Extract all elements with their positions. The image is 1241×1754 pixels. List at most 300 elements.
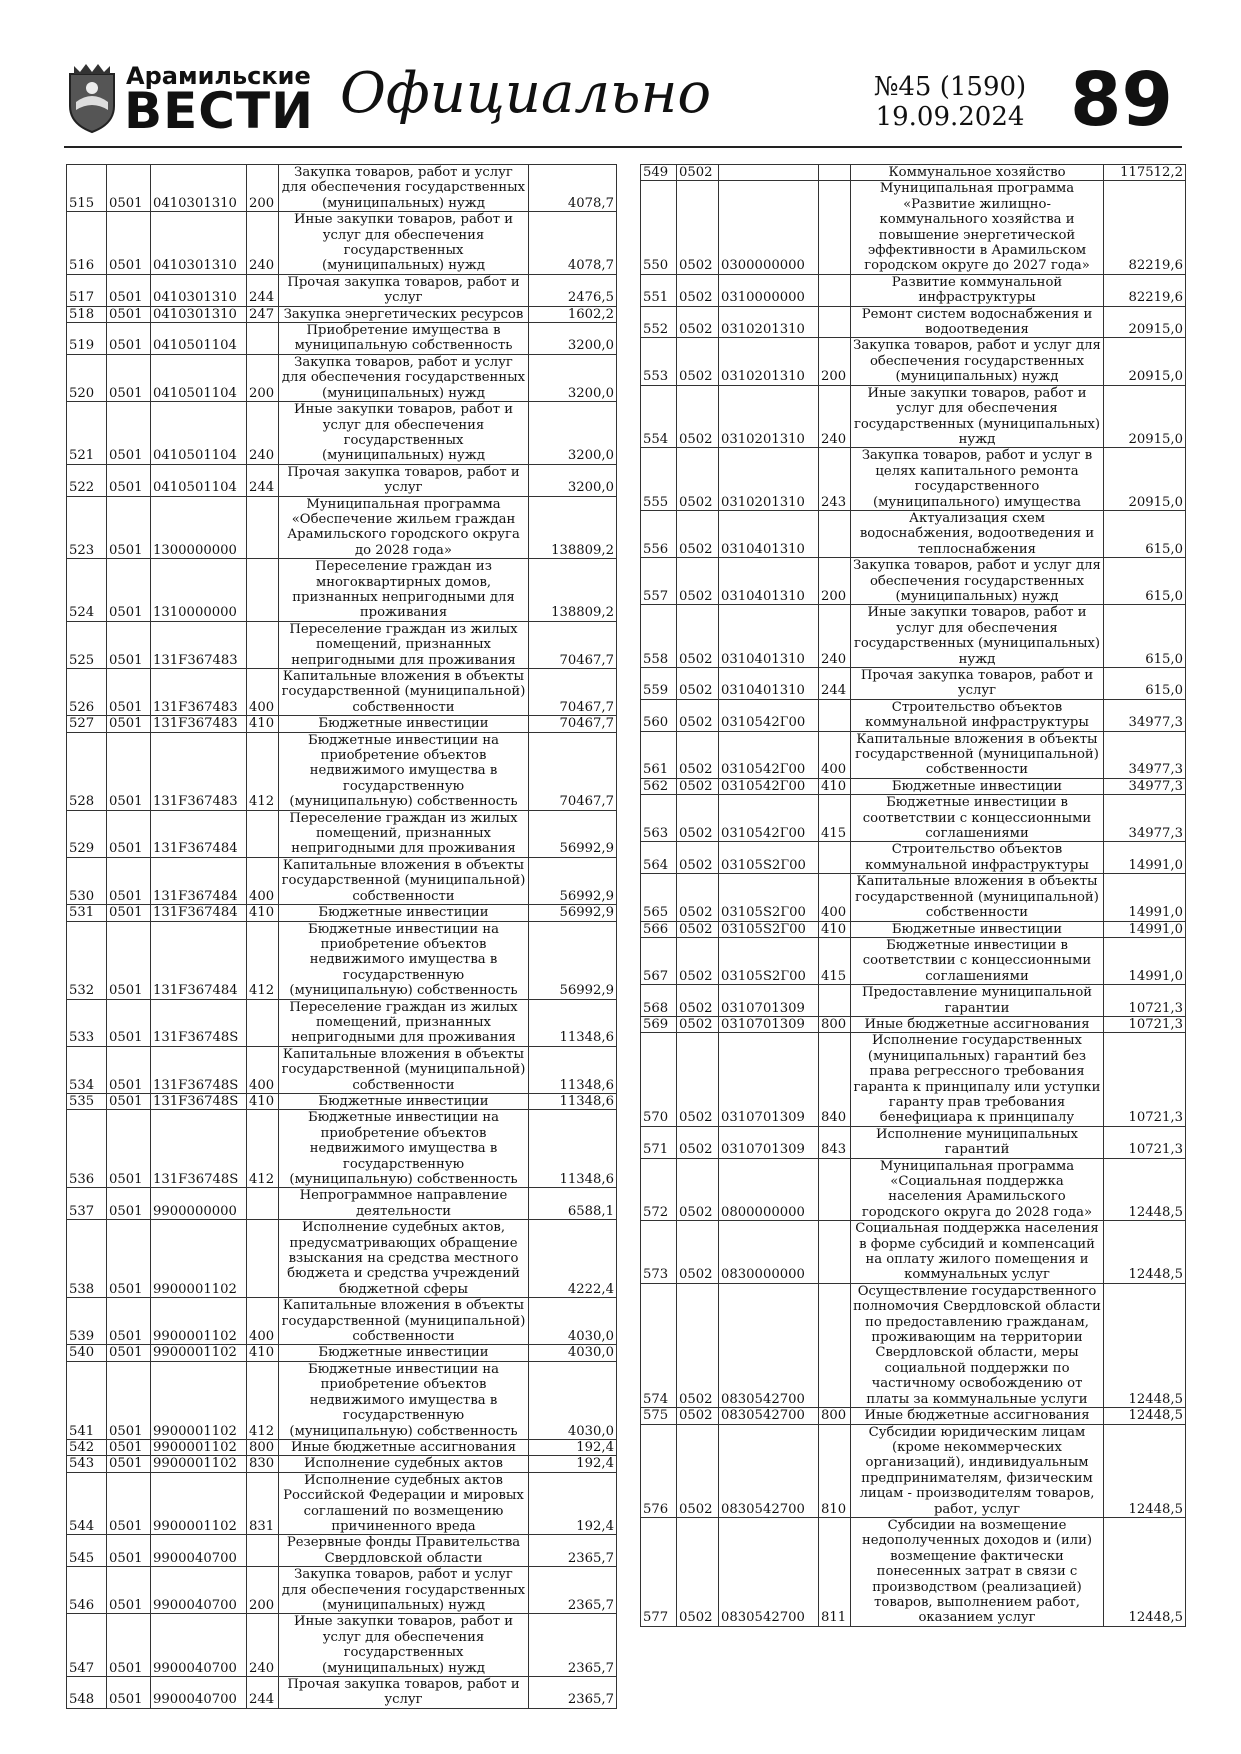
- expense-type: [819, 510, 851, 557]
- table-row: [641, 306, 1186, 338]
- target-code: 0310401310: [719, 558, 819, 605]
- item-description: Переселение граждан из многоквартирных домов, признанных непригодными для проживания: [279, 559, 529, 622]
- newspaper-logo: [64, 56, 314, 140]
- target-code: 131F367484: [151, 857, 247, 904]
- target-code: 0310701309: [719, 1016, 819, 1032]
- row-number: 536: [67, 1110, 107, 1188]
- table-row: [641, 1033, 1186, 1126]
- amount: 6588,1: [529, 1188, 617, 1220]
- section-code: 0501: [107, 1345, 151, 1361]
- amount: 10721,3: [1104, 1126, 1186, 1158]
- table-row: [641, 165, 1186, 181]
- amount: 56992,9: [529, 905, 617, 921]
- section-code: 0501: [107, 354, 151, 401]
- expense-type: 800: [819, 1016, 851, 1032]
- amount: 56992,9: [529, 810, 617, 857]
- table-row: [67, 921, 617, 999]
- expense-type: [819, 165, 851, 181]
- item-description: Субсидии юридическим лицам (кроме некоммерческих организаций), индивидуальным предпринимателям, физическим лицам - производителям товаров, работ, услуг: [851, 1424, 1104, 1517]
- expense-type: 200: [819, 338, 851, 385]
- table-row: [641, 510, 1186, 557]
- section-code: 0501: [107, 1614, 151, 1677]
- target-code: 9900000000: [151, 1188, 247, 1220]
- row-number: 555: [641, 448, 677, 511]
- section-code: 0502: [677, 1283, 719, 1407]
- item-description: Переселение граждан из жилых помещений, признанных непригодными для проживания: [279, 621, 529, 668]
- target-code: 9900040700: [151, 1677, 247, 1709]
- amount: 3200,0: [529, 402, 617, 465]
- target-code: 03105S2Г00: [719, 874, 819, 921]
- target-code: 0310542Г00: [719, 731, 819, 778]
- amount: 12448,5: [1104, 1221, 1186, 1284]
- item-description: Бюджетные инвестиции на приобретение объектов недвижимого имущества в государственную (муниципальную) собственность: [279, 732, 529, 810]
- row-number: 546: [67, 1567, 107, 1614]
- target-code: 9900040700: [151, 1535, 247, 1567]
- section-code: 0502: [677, 1033, 719, 1126]
- amount: 2476,5: [529, 274, 617, 306]
- issue-number: №45 (1590): [873, 72, 1027, 102]
- target-code: 131F367484: [151, 810, 247, 857]
- amount: 70467,7: [529, 669, 617, 716]
- section-code: 0502: [677, 448, 719, 511]
- target-code: 03105S2Г00: [719, 937, 819, 984]
- masthead: [64, 52, 1182, 144]
- target-code: 03105S2Г00: [719, 842, 819, 874]
- table-row: [641, 1517, 1186, 1626]
- target-code: 0310401310: [719, 510, 819, 557]
- expense-type: 412: [247, 1110, 279, 1188]
- expense-type: 810: [819, 1424, 851, 1517]
- target-code: 0830542700: [719, 1283, 819, 1407]
- amount: 192,4: [529, 1439, 617, 1455]
- section-code: 0502: [677, 510, 719, 557]
- item-description: Муниципальная программа «Социальная поддержка населения Арамильского городского округа до 2028 года»: [851, 1158, 1104, 1221]
- target-code: 9900001102: [151, 1361, 247, 1439]
- expense-type: 400: [247, 669, 279, 716]
- expense-type: 200: [247, 1567, 279, 1614]
- row-number: 526: [67, 669, 107, 716]
- amount: 4030,0: [529, 1361, 617, 1439]
- row-number: 550: [641, 181, 677, 274]
- amount: 2365,7: [529, 1535, 617, 1567]
- expense-type: 247: [247, 306, 279, 322]
- table-row: [641, 699, 1186, 731]
- target-code: 1300000000: [151, 496, 247, 559]
- section-code: 0501: [107, 1093, 151, 1109]
- target-code: 0800000000: [719, 1158, 819, 1221]
- row-number: 553: [641, 338, 677, 385]
- expense-type: 400: [247, 1298, 279, 1345]
- amount: 14991,0: [1104, 937, 1186, 984]
- row-number: 545: [67, 1535, 107, 1567]
- row-number: 533: [67, 999, 107, 1046]
- table-row: [67, 464, 617, 496]
- row-number: 569: [641, 1016, 677, 1032]
- table-row: [67, 306, 617, 322]
- row-number: 576: [641, 1424, 677, 1517]
- item-description: Капитальные вложения в объекты государственной (муниципальной) собственности: [851, 874, 1104, 921]
- item-description: Иные закупки товаров, работ и услуг для обеспечения государственных (муниципальных) нужд: [279, 212, 529, 275]
- item-description: Бюджетные инвестиции на приобретение объектов недвижимого имущества в государственную (муниципальную) собственность: [279, 921, 529, 999]
- row-number: 547: [67, 1614, 107, 1677]
- expense-type: 410: [247, 1345, 279, 1361]
- target-code: 0830542700: [719, 1517, 819, 1626]
- item-description: Закупка энергетических ресурсов: [279, 306, 529, 322]
- section-code: 0502: [677, 306, 719, 338]
- section-code: 0501: [107, 1535, 151, 1567]
- row-number: 568: [641, 985, 677, 1017]
- amount: 34977,3: [1104, 699, 1186, 731]
- expense-type: 200: [819, 558, 851, 605]
- section-code: 0501: [107, 921, 151, 999]
- target-code: 9900001102: [151, 1345, 247, 1361]
- item-description: Капитальные вложения в объекты государственной (муниципальной) собственности: [279, 669, 529, 716]
- item-description: Исполнение государственных (муниципальных) гарантий без права регрессного требования гаранта к принципалу или уступки гаранту прав требования бенефициара к принципалу: [851, 1033, 1104, 1126]
- expense-type: 412: [247, 1361, 279, 1439]
- expense-type: 800: [819, 1408, 851, 1424]
- section-code: 0501: [107, 716, 151, 732]
- table-row: [67, 1345, 617, 1361]
- amount: 14991,0: [1104, 842, 1186, 874]
- section-code: 0502: [677, 1221, 719, 1284]
- table-row: [641, 605, 1186, 668]
- item-description: Иные закупки товаров, работ и услуг для обеспечения государственных (муниципальных) нужд: [851, 385, 1104, 448]
- left-column: [66, 164, 616, 1709]
- expense-type: [819, 985, 851, 1017]
- row-number: 566: [641, 921, 677, 937]
- target-code: 0410501104: [151, 402, 247, 465]
- section-code: 0501: [107, 905, 151, 921]
- item-description: Иные бюджетные ассигнования: [279, 1439, 529, 1455]
- expense-type: [819, 842, 851, 874]
- table-row: [67, 1298, 617, 1345]
- target-code: 0830000000: [719, 1221, 819, 1284]
- section-code: 0502: [677, 338, 719, 385]
- table-row: [641, 795, 1186, 842]
- target-code: 0410501104: [151, 464, 247, 496]
- row-number: 563: [641, 795, 677, 842]
- amount: 82219,6: [1104, 181, 1186, 274]
- expense-type: 244: [247, 464, 279, 496]
- row-number: 534: [67, 1046, 107, 1093]
- item-description: Капитальные вложения в объекты государственной (муниципальной) собственности: [851, 731, 1104, 778]
- target-code: 0310542Г00: [719, 795, 819, 842]
- expense-type: 410: [247, 1093, 279, 1109]
- row-number: 556: [641, 510, 677, 557]
- brand-main-text: ВЕСТИ: [124, 82, 314, 140]
- table-row: [641, 668, 1186, 700]
- amount: 11348,6: [529, 1046, 617, 1093]
- expense-type: 843: [819, 1126, 851, 1158]
- section-code: 0501: [107, 1220, 151, 1298]
- row-number: 562: [641, 778, 677, 794]
- amount: 2365,7: [529, 1677, 617, 1709]
- item-description: Закупка товаров, работ и услуг для обеспечения государственных (муниципальных) нужд: [851, 558, 1104, 605]
- target-code: 0410301310: [151, 274, 247, 306]
- item-description: Закупка товаров, работ и услуг в целях капитального ремонта государственного (муниципального) имущества: [851, 448, 1104, 511]
- table-row: [641, 448, 1186, 511]
- row-number: 560: [641, 699, 677, 731]
- row-number: 574: [641, 1283, 677, 1407]
- table-row: [67, 354, 617, 401]
- target-code: 0310701309: [719, 1033, 819, 1126]
- item-description: Актуализация схем водоснабжения, водоотведения и теплоснабжения: [851, 510, 1104, 557]
- expense-type: 243: [819, 448, 851, 511]
- table-row: [641, 1158, 1186, 1221]
- amount: 2365,7: [529, 1567, 617, 1614]
- section-code: 0501: [107, 274, 151, 306]
- target-code: 131F36748S: [151, 1093, 247, 1109]
- table-row: [67, 857, 617, 904]
- table-row: [641, 921, 1186, 937]
- section-title: Официально: [340, 61, 712, 126]
- section-code: 0501: [107, 212, 151, 275]
- table-row: [641, 338, 1186, 385]
- item-description: Резервные фонды Правительства Свердловской области: [279, 1535, 529, 1567]
- section-code: 0502: [677, 1424, 719, 1517]
- table-row: [641, 985, 1186, 1017]
- page-number: 89: [1070, 57, 1173, 143]
- table-row: [641, 778, 1186, 794]
- amount: 82219,6: [1104, 274, 1186, 306]
- target-code: 0310701309: [719, 1126, 819, 1158]
- row-number: 530: [67, 857, 107, 904]
- section-code: 0501: [107, 1110, 151, 1188]
- section-code: 0501: [107, 1567, 151, 1614]
- item-description: Закупка товаров, работ и услуг для обеспечения государственных (муниципальных) нужд: [279, 354, 529, 401]
- amount: 615,0: [1104, 558, 1186, 605]
- section-code: 0501: [107, 999, 151, 1046]
- target-code: 131F367484: [151, 905, 247, 921]
- row-number: 515: [67, 165, 107, 212]
- item-description: Переселение граждан из жилых помещений, признанных непригодными для проживания: [279, 999, 529, 1046]
- table-row: [67, 1361, 617, 1439]
- amount: 10721,3: [1104, 985, 1186, 1017]
- table-row: [641, 558, 1186, 605]
- item-description: Коммунальное хозяйство: [851, 165, 1104, 181]
- section-code: 0502: [677, 921, 719, 937]
- item-description: Исполнение судебных актов Российской Федерации и мировых соглашений по возмещению причиненного вреда: [279, 1472, 529, 1535]
- item-description: Иные закупки товаров, работ и услуг для обеспечения государственных (муниципальных) нужд: [279, 1614, 529, 1677]
- target-code: 131F36748S: [151, 999, 247, 1046]
- section-code: 0502: [677, 605, 719, 668]
- target-code: 131F36748S: [151, 1046, 247, 1093]
- row-number: 535: [67, 1093, 107, 1109]
- expense-type: 400: [247, 857, 279, 904]
- amount: 4078,7: [529, 165, 617, 212]
- amount: 2365,7: [529, 1614, 617, 1677]
- section-code: 0501: [107, 1361, 151, 1439]
- row-number: 525: [67, 621, 107, 668]
- row-number: 544: [67, 1472, 107, 1535]
- amount: 12448,5: [1104, 1408, 1186, 1424]
- amount: 20915,0: [1104, 338, 1186, 385]
- issue-date: 19.09.2024: [875, 102, 1025, 132]
- section-code: 0502: [677, 1158, 719, 1221]
- target-code: 0410501104: [151, 323, 247, 355]
- row-number: 520: [67, 354, 107, 401]
- table-row: [641, 385, 1186, 448]
- section-code: 0501: [107, 496, 151, 559]
- table-row: [641, 1016, 1186, 1032]
- expense-type: 410: [247, 905, 279, 921]
- table-row: [67, 1188, 617, 1220]
- row-number: 549: [641, 165, 677, 181]
- row-number: 523: [67, 496, 107, 559]
- expense-type: [819, 274, 851, 306]
- item-description: Прочая закупка товаров, работ и услуг: [851, 668, 1104, 700]
- expense-type: [819, 306, 851, 338]
- item-description: Иные закупки товаров, работ и услуг для обеспечения государственных (муниципальных) нужд: [279, 402, 529, 465]
- budget-table-left: [66, 164, 617, 1709]
- expense-type: 244: [819, 668, 851, 700]
- expense-type: 400: [819, 731, 851, 778]
- row-number: 521: [67, 402, 107, 465]
- expense-type: [247, 999, 279, 1046]
- expense-type: 244: [247, 1677, 279, 1709]
- section-code: 0501: [107, 1298, 151, 1345]
- table-row: [641, 181, 1186, 274]
- section-code: 0501: [107, 669, 151, 716]
- amount: 615,0: [1104, 668, 1186, 700]
- amount: 3200,0: [529, 323, 617, 355]
- item-description: Строительство объектов коммунальной инфраструктуры: [851, 699, 1104, 731]
- budget-table-right: [640, 164, 1186, 1627]
- header-rule: [64, 146, 1182, 148]
- expense-type: 200: [247, 354, 279, 401]
- amount: 12448,5: [1104, 1517, 1186, 1626]
- expense-type: [247, 621, 279, 668]
- section-code: 0501: [107, 1046, 151, 1093]
- item-description: Прочая закупка товаров, работ и услуг: [279, 464, 529, 496]
- item-description: Бюджетные инвестиции: [851, 778, 1104, 794]
- amount: 56992,9: [529, 857, 617, 904]
- table-row: [67, 1046, 617, 1093]
- item-description: Бюджетные инвестиции: [279, 716, 529, 732]
- expense-type: [247, 323, 279, 355]
- table-row: [67, 1567, 617, 1614]
- brand-top-text: Арамильские: [126, 62, 311, 90]
- expense-type: 240: [247, 402, 279, 465]
- section-code: 0501: [107, 306, 151, 322]
- amount: 12448,5: [1104, 1424, 1186, 1517]
- amount: 70467,7: [529, 716, 617, 732]
- expense-type: 200: [247, 165, 279, 212]
- target-code: 9900001102: [151, 1298, 247, 1345]
- table-row: [67, 905, 617, 921]
- amount: 3200,0: [529, 464, 617, 496]
- expense-type: [247, 559, 279, 622]
- amount: 4078,7: [529, 212, 617, 275]
- section-code: 0502: [677, 1016, 719, 1032]
- section-code: 0502: [677, 274, 719, 306]
- row-number: 564: [641, 842, 677, 874]
- section-code: 0502: [677, 842, 719, 874]
- section-code: 0501: [107, 1439, 151, 1455]
- row-number: 519: [67, 323, 107, 355]
- target-code: 0310401310: [719, 668, 819, 700]
- section-code: 0501: [107, 810, 151, 857]
- target-code: 9900040700: [151, 1567, 247, 1614]
- amount: 10721,3: [1104, 1016, 1186, 1032]
- target-code: 9900001102: [151, 1220, 247, 1298]
- expense-type: 410: [819, 921, 851, 937]
- table-row: [641, 1408, 1186, 1424]
- target-code: 131F36748S: [151, 1110, 247, 1188]
- section-code: 0502: [677, 558, 719, 605]
- amount: 34977,3: [1104, 731, 1186, 778]
- expense-type: [247, 1535, 279, 1567]
- table-row: [67, 1677, 617, 1709]
- amount: 4030,0: [529, 1345, 617, 1361]
- expense-type: 412: [247, 732, 279, 810]
- table-row: [67, 1614, 617, 1677]
- section-code: 0501: [107, 1456, 151, 1472]
- amount: 11348,6: [529, 999, 617, 1046]
- amount: 10721,3: [1104, 1033, 1186, 1126]
- amount: 70467,7: [529, 732, 617, 810]
- expense-type: [247, 810, 279, 857]
- target-code: 9900001102: [151, 1439, 247, 1455]
- section-code: 0501: [107, 402, 151, 465]
- amount: 192,4: [529, 1456, 617, 1472]
- item-description: Строительство объектов коммунальной инфраструктуры: [851, 842, 1104, 874]
- target-code: 1310000000: [151, 559, 247, 622]
- section-code: 0501: [107, 559, 151, 622]
- item-description: Бюджетные инвестиции на приобретение объектов недвижимого имущества в государственную (муниципальную) собственность: [279, 1110, 529, 1188]
- row-number: 538: [67, 1220, 107, 1298]
- section-code: 0501: [107, 165, 151, 212]
- section-code: 0502: [677, 668, 719, 700]
- expense-type: [247, 1188, 279, 1220]
- section-code: 0502: [677, 699, 719, 731]
- expense-type: [819, 699, 851, 731]
- row-number: 570: [641, 1033, 677, 1126]
- amount: 56992,9: [529, 921, 617, 999]
- table-row: [67, 496, 617, 559]
- section-code: 0501: [107, 1188, 151, 1220]
- amount: 14991,0: [1104, 874, 1186, 921]
- item-description: Исполнение муниципальных гарантий: [851, 1126, 1104, 1158]
- section-code: 0501: [107, 1472, 151, 1535]
- issue-info: [870, 72, 1030, 132]
- row-number: 575: [641, 1408, 677, 1424]
- row-number: 540: [67, 1345, 107, 1361]
- row-number: 577: [641, 1517, 677, 1626]
- target-code: 131F367483: [151, 669, 247, 716]
- row-number: 541: [67, 1361, 107, 1439]
- item-description: Бюджетные инвестиции на приобретение объектов недвижимого имущества в государственную (муниципальную) собственность: [279, 1361, 529, 1439]
- target-code: 0410301310: [151, 306, 247, 322]
- target-code: 0310201310: [719, 306, 819, 338]
- amount: 14991,0: [1104, 921, 1186, 937]
- section-code: 0501: [107, 323, 151, 355]
- expense-type: 240: [819, 605, 851, 668]
- item-description: Прочая закупка товаров, работ и услуг: [279, 274, 529, 306]
- table-row: [67, 810, 617, 857]
- expense-type: [247, 1220, 279, 1298]
- item-description: Иные бюджетные ассигнования: [851, 1016, 1104, 1032]
- target-code: 9900040700: [151, 1614, 247, 1677]
- table-row: [67, 274, 617, 306]
- item-description: Бюджетные инвестиции: [279, 1093, 529, 1109]
- target-code: 0310201310: [719, 338, 819, 385]
- section-code: 0501: [107, 464, 151, 496]
- section-code: 0502: [677, 1517, 719, 1626]
- target-code: 9900001102: [151, 1456, 247, 1472]
- amount: 4222,4: [529, 1220, 617, 1298]
- expense-type: [819, 1283, 851, 1407]
